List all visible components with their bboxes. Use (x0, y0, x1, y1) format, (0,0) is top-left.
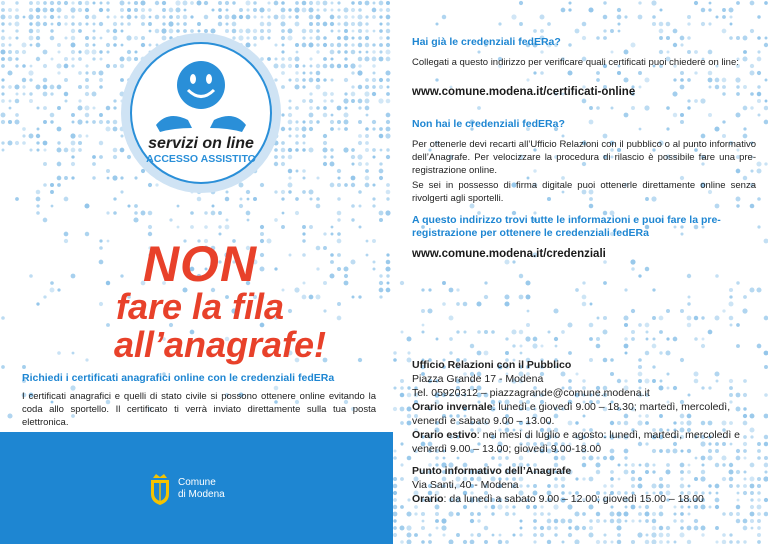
summer-text: : nei mesi di luglio e agosto: lunedì, martedì, mercoledì e venerdì 9.00 – 13.00; giovedì 9.00-18.00 (412, 429, 741, 455)
badge-subtitle: ACCESSO ASSISTITO (146, 153, 256, 165)
office1-address: Piazza Grande 17 - Modena (412, 373, 544, 385)
left-intro: I certificati anagrafici e quelli di stato civile si possono ottenere online evitando la coda allo sportello. Il certificato ti verrà inviato direttamente sulla tua posta elettronica. (22, 391, 376, 428)
winter-label: Orario invernale (412, 401, 493, 413)
office2-hours-text: : da lunedì a sabato 9.00 – 12.00; giovedì 15.00 – 18.00 (443, 493, 704, 505)
logo-line-2: di Modena (178, 489, 225, 500)
office1-name: Ufficio Relazioni con il Pubblico (412, 359, 572, 371)
winter-text: : lunedì e giovedì 9.00 – 18.30; martedì, mercoledì, venerdì e sabato 9.00 – 13.00. (412, 401, 731, 427)
link-credenziali[interactable]: www.comune.modena.it/credenziali (412, 248, 606, 260)
summer-label: Orario estivo (412, 429, 477, 441)
headline (20, 236, 380, 365)
crest-icon (148, 472, 172, 506)
servizi-online-badge (118, 30, 284, 196)
headline-line-3: all’anagrafe! (113, 324, 327, 365)
question-no-credentials: Non hai le credenziali fedERa? (412, 118, 565, 130)
paragraph-verify: Collegati a questo indirizzo per verificare quali certificati puoi chiedere on line: (412, 57, 739, 68)
info-callout: A questo indirizzo trovi tutte le informazioni e puoi fare la pre-registrazione per ottenere le credenziali fedERa (412, 214, 721, 239)
badge-title: servizi on line (148, 135, 254, 152)
office2-hours (412, 492, 756, 506)
office2-address: Via Santi, 40 - Modena (412, 479, 519, 491)
paragraph-how-to-obtain: Per ottenerle devi recarti all’Ufficio Relazioni con il pubblico o al punto informativo dell’Anagrafe. Per velocizzare la procedura di rilascio è possibile fare una pre-registrazione online. (412, 139, 756, 176)
office2-name: Punto informativo dell’Anagrafe (412, 465, 572, 477)
office1-winter-hours (412, 400, 756, 428)
headline-line-2: fare la fila (115, 286, 285, 327)
office1-summer-hours (412, 428, 756, 456)
office2-hours-label: Orario (412, 493, 444, 505)
left-subtitle: Richiedi i certificati anagrafici online con le credenziali fedERa (22, 372, 335, 384)
smiley-icon (177, 61, 225, 109)
question-has-credentials: Hai già le credenziali fedERa? (412, 36, 561, 48)
office-info (412, 358, 756, 506)
link-certificati-online[interactable]: www.comune.modena.it/certificati-online (412, 86, 636, 98)
headline-line-1: NON (142, 236, 258, 292)
office1-contact: Tel. 05920312 – piazzagrande@comune.modena.it (412, 387, 650, 399)
comune-modena-logo (148, 472, 225, 506)
paragraph-digital-signature: Se sei in possesso di firma digitale puoi ottenerle direttamente online senza rivolgerti agli sportelli. (412, 180, 756, 204)
logo-line-1: Comune (178, 477, 216, 488)
